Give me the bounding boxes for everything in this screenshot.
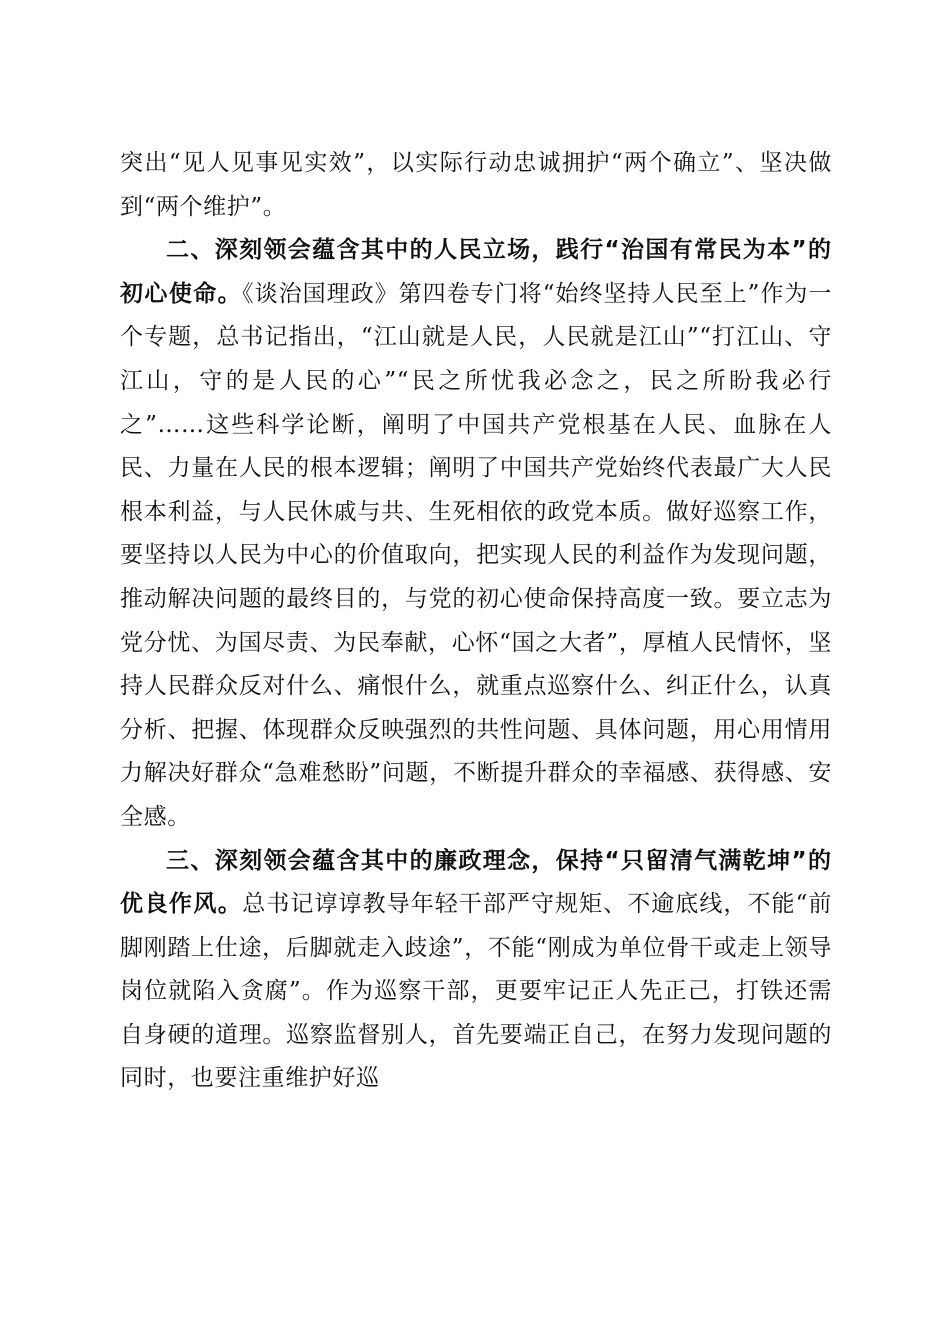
paragraph-1-body: 突出“见人见事见实效”，以实际行动忠诚拥护“两个确立”、坚决做到“两个维护”。 xyxy=(120,150,832,220)
paragraph-3 xyxy=(120,840,832,1102)
section-2-heading: 二、深刻领会蕴含其中的人民立场，践行“治国有常民为本”的初心使命。 xyxy=(120,237,832,307)
paragraph-3-body: 总书记谆谆教导年轻干部严守规矩、不逾底线，不能“前脚刚踏上仕途，后脚就走入歧途”，不能“刚成为单位骨干或走上领导岗位就陷入贪腐”。作为巡察干部，更要牢记正人先正己，打铁还需自身硬的道理。巡察监督别人，首先要端正自己，在努力发现问题的同时，也要注重维护好巡 xyxy=(120,891,833,1092)
paragraph-1 xyxy=(120,142,832,229)
section-3-heading: 三、深刻领会蕴含其中的廉政理念，保持“只留清气满乾坤”的优良作风。 xyxy=(120,847,832,918)
paragraph-2 xyxy=(120,229,832,839)
paragraph-2-body: 《谈治国理政》第四卷专门将“始终坚持人民至上”作为一个专题，总书记指出，“江山就是人民，人民就是江山”“打江山、守江山，守的是人民的心”“民之所忧我必念之，民之所盼我必行之”……这些科学论断，阐明了中国共产党根基在人民、血脉在人民、力量在人民的根本逻辑；阐明了中国共产党始终代表最广大人民根本利益，与人民休戚与共、生死相依的政党本质。做好巡察工作，要坚持以人民为中心的价值取向，把实现人民的利益作为发现问题，推动解决问题的最终目的，与党的初心使命保持高度一致。要立志为党分忧、为国尽责、为民奉献，心怀“国之大者”，厚植人民情怀，坚持人民群众反对什么、痛恨什么，就重点巡察什么、纠正什么，认真分析、把握、体现群众反映强烈的共性问题、具体问题，用心用情用力解决好群众“急难愁盼”问题，不断提升群众的幸福感、获得感、安全感。 xyxy=(120,280,832,830)
document-body xyxy=(120,142,832,1101)
